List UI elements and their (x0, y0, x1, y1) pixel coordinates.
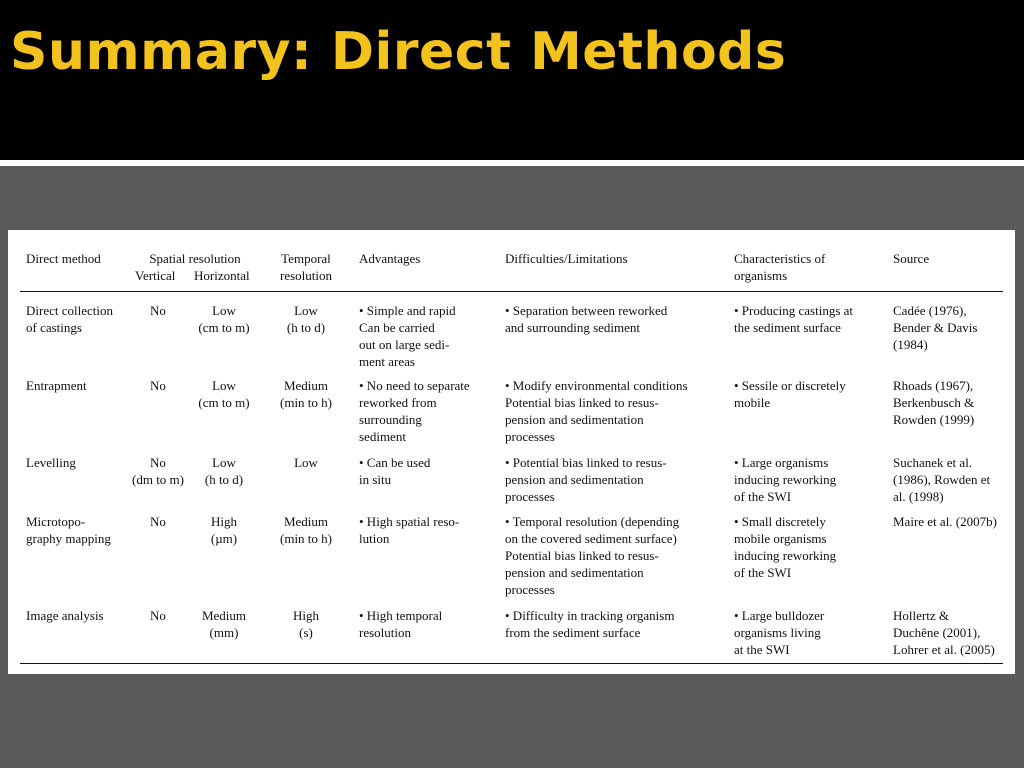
header-temporal: Temporal resolution (280, 251, 332, 283)
cell-method: Microtopo- graphy mapping (26, 514, 111, 546)
footer-rule (20, 663, 1003, 664)
cell-method: Entrapment (26, 378, 87, 393)
cell-vertical: No (150, 303, 166, 318)
cell-temporal: High (s) (293, 608, 319, 640)
cell-advantages: • No need to separate reworked from surrounding sediment (359, 378, 470, 444)
cell-vertical: No (150, 514, 166, 529)
cell-vertical: No (150, 608, 166, 623)
header-characteristics: Characteristics of organisms (734, 251, 826, 283)
cell-difficulties: • Temporal resolution (depending on the covered sediment surface) Potential bias linked to resus- pension and sedimentation processes (505, 514, 680, 597)
cell-difficulties: • Potential bias linked to resus- pension and sedimentation processes (505, 455, 667, 504)
cell-characteristics: • Producing castings at the sediment surface (734, 303, 854, 335)
cell-difficulties: • Modify environmental conditions Potential bias linked to resus- pension and sedimentation processes (505, 378, 688, 444)
header-advantages: Advantages (359, 251, 421, 266)
cell-vertical: No (150, 378, 166, 393)
cell-advantages: • Can be used in situ (359, 455, 431, 487)
cell-vertical: No (dm to m) (132, 455, 184, 487)
cell-characteristics: • Sessile or discretely mobile (734, 378, 846, 410)
cell-source: Cadée (1976), Bender & Davis (1984) (893, 303, 978, 352)
header-rule (20, 291, 1003, 292)
cell-difficulties: • Difficulty in tracking organism from the sediment surface (505, 608, 675, 640)
header-method: Direct method (26, 251, 101, 266)
cell-source: Rhoads (1967), Berkenbusch & Rowden (1999) (893, 378, 975, 427)
cell-temporal: Low (294, 455, 318, 470)
cell-source: Suchanek et al. (1986), Rowden et al. (1998) (893, 455, 991, 504)
methods-table (8, 230, 1015, 674)
slide-title: Summary: Direct Methods (10, 22, 787, 82)
cell-method: Direct collection of castings (26, 303, 113, 335)
title-divider (0, 160, 1024, 166)
cell-advantages: • Simple and rapid Can be carried out on large sedi- ment areas (359, 303, 456, 369)
cell-horizontal: Low (cm to m) (198, 303, 250, 335)
cell-horizontal: Low (h to d) (204, 455, 244, 487)
cell-difficulties: • Separation between reworked and surrounding sediment (505, 303, 668, 335)
cell-temporal: Medium (min to h) (280, 514, 332, 546)
title-bar (0, 0, 1024, 160)
cell-horizontal: Medium (mm) (201, 608, 247, 640)
cell-advantages: • High spatial reso- lution (359, 514, 460, 546)
header-spatial: Spatial resolution (149, 251, 241, 266)
cell-characteristics: • Large bulldozer organisms living at the SWI (734, 608, 825, 657)
cell-source: Maire et al. (2007b) (893, 514, 997, 529)
header-horizontal: Horizontal (194, 268, 250, 283)
cell-method: Levelling (26, 455, 76, 470)
cell-temporal: Medium (min to h) (280, 378, 332, 410)
cell-characteristics: • Small discretely mobile organisms inducing reworking of the SWI (734, 514, 837, 580)
cell-characteristics: • Large organisms inducing reworking of the SWI (734, 455, 837, 504)
cell-advantages: • High temporal resolution (359, 608, 443, 640)
cell-horizontal: Low (cm to m) (198, 378, 250, 410)
header-difficulties: Difficulties/Limitations (505, 251, 628, 266)
cell-horizontal: High (µm) (210, 514, 238, 546)
cell-source: Hollertz & Duchêne (2001), Lohrer et al. (2005) (893, 608, 995, 657)
cell-temporal: Low (h to d) (286, 303, 326, 335)
header-source: Source (893, 251, 930, 266)
header-vertical: Vertical (135, 268, 176, 283)
cell-method: Image analysis (26, 608, 104, 623)
